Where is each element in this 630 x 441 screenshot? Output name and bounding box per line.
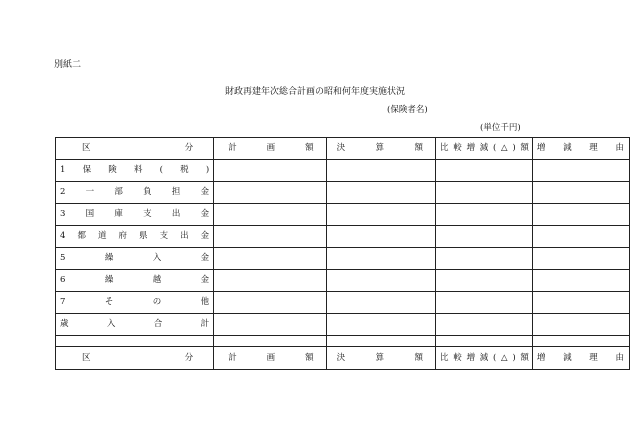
input-cell[interactable]	[214, 314, 326, 336]
row-label: 6繰越金	[56, 270, 214, 292]
input-cell[interactable]	[214, 160, 326, 182]
row-label: 2一部負担金	[56, 182, 214, 204]
input-cell[interactable]	[326, 292, 435, 314]
input-cell[interactable]	[326, 226, 435, 248]
input-cell[interactable]	[532, 204, 629, 226]
input-cell[interactable]	[435, 226, 532, 248]
table-row	[56, 248, 630, 270]
input-cell[interactable]	[532, 182, 629, 204]
input-cell[interactable]	[435, 182, 532, 204]
total-row	[56, 314, 630, 336]
footer-settlement-amount: 決算額	[326, 347, 435, 370]
row-label: 5繰入金	[56, 248, 214, 270]
blank-cell	[326, 336, 435, 347]
header-reason: 増減理由	[532, 138, 629, 160]
input-cell[interactable]	[214, 204, 326, 226]
input-cell[interactable]	[532, 226, 629, 248]
input-cell[interactable]	[326, 160, 435, 182]
implementation-status-table	[55, 137, 630, 370]
input-cell[interactable]	[435, 204, 532, 226]
footer-header-row	[56, 347, 630, 370]
row-label-total: 歳入合計	[56, 314, 214, 336]
table-row	[56, 292, 630, 314]
footer-difference-amount: 比較増減(△)額	[435, 347, 532, 370]
footer-category: 区分	[56, 347, 214, 370]
row-label: 7その他	[56, 292, 214, 314]
row-label: 3国庫支出金	[56, 204, 214, 226]
insurer-name-label: (保険者名)	[387, 105, 428, 115]
blank-cell	[435, 336, 532, 347]
input-cell[interactable]	[214, 182, 326, 204]
input-cell[interactable]	[214, 292, 326, 314]
input-cell[interactable]	[435, 314, 532, 336]
input-cell[interactable]	[214, 248, 326, 270]
input-cell[interactable]	[532, 270, 629, 292]
blank-cell	[532, 336, 629, 347]
header-category: 区分	[56, 138, 214, 160]
row-label: 4都道府県支出金	[56, 226, 214, 248]
header-plan-amount: 計画額	[214, 138, 326, 160]
table-row	[56, 182, 630, 204]
input-cell[interactable]	[326, 182, 435, 204]
input-cell[interactable]	[435, 160, 532, 182]
row-label: 1保険料(税)	[56, 160, 214, 182]
header-row	[56, 138, 630, 160]
input-cell[interactable]	[326, 314, 435, 336]
input-cell[interactable]	[532, 160, 629, 182]
document-label: 別紙二	[54, 60, 82, 70]
input-cell[interactable]	[532, 314, 629, 336]
input-cell[interactable]	[532, 292, 629, 314]
input-cell[interactable]	[326, 270, 435, 292]
blank-cell	[56, 336, 214, 347]
table-row	[56, 270, 630, 292]
footer-plan-amount: 計画額	[214, 347, 326, 370]
input-cell[interactable]	[214, 226, 326, 248]
table-row	[56, 204, 630, 226]
header-settlement-amount: 決算額	[326, 138, 435, 160]
unit-label: (単位千円)	[480, 123, 521, 133]
table-row	[56, 226, 630, 248]
input-cell[interactable]	[326, 204, 435, 226]
blank-cell	[214, 336, 326, 347]
input-cell[interactable]	[435, 292, 532, 314]
input-cell[interactable]	[214, 270, 326, 292]
table-row	[56, 160, 630, 182]
blank-row	[56, 336, 630, 347]
input-cell[interactable]	[532, 248, 629, 270]
input-cell[interactable]	[326, 248, 435, 270]
document-title: 財政再建年次総合計画の昭和何年度実施状況	[224, 87, 405, 97]
header-difference-amount: 比較増減(△)額	[435, 138, 532, 160]
footer-reason: 増減理由	[532, 347, 629, 370]
input-cell[interactable]	[435, 270, 532, 292]
input-cell[interactable]	[435, 248, 532, 270]
